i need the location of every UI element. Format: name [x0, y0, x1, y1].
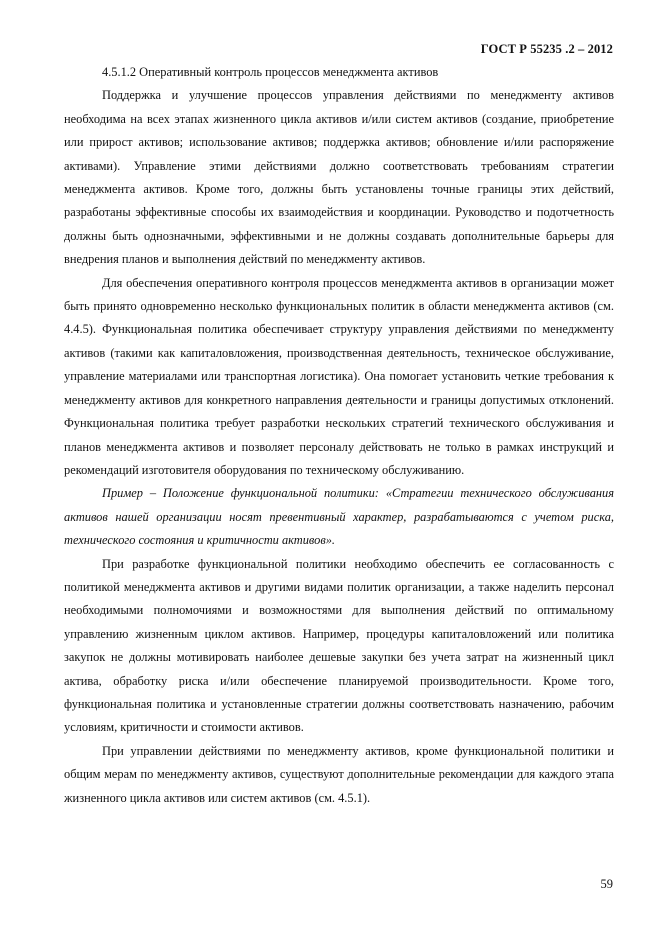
paragraph-4: При управлении действиями по менеджменту активов, кроме функциональной политики и общим мерам по менеджменту активов, существуют дополнительные рекомендации для каждого этапа жизненного цикла активов или систем активов (см. 4.5.1).: [64, 743, 614, 805]
paragraph-2: Для обеспечения оперативного контроля процессов менеджмента активов в организации может быть принято одновременно несколько функциональных политик в области менеджмента активов (см. 4.4.5). Функциональная политика обеспечивает структуру управления действиями по менеджменту активов (такими как капиталовложения, производственная деятельность, техническое обслуживание, управление материалами или транспортная логистика). Она помогает установить четкие требования к менеджменту активов для конкретного направления деятельности и границы допустимых отклонений. Функциональная политика требует разработки нескольких стратегий технического обслуживания и планов менеджмента активов и позволяет персоналу действовать не только в рамках инструкций и рекомендаций изготовителя оборудования по техническому обслуживанию.: [64, 275, 614, 477]
paragraph-3: При разработке функциональной политики необходимо обеспечить ее согласованность с политикой менеджмента активов и другими видами политик организации, а также наделить персонал необходимыми полномочиями и возможностями для выполнения действий по оптимальному управлению жизненным циклом активов. Например, процедуры капиталовложений или политика закупок не должны мотивировать наиболее дешевые закупки без учета затрат на жизненный цикл актива, обработку риска и/или обеспечение планируемой производительности. Кроме того, функциональная политика и установленные стратегии должны соответствовать назначению, рабочим условиям, критичности и стоимости активов.: [64, 556, 614, 735]
page-number: 59: [600, 877, 613, 891]
example-note: Пример – Положение функциональной политики: «Стратегии технического обслуживания активов нашей организации носят превентивный характер, разрабатываются с учетом риска, технического состояния и критичности активов».: [64, 486, 614, 548]
paragraph-1: Поддержка и улучшение процессов управления действиями по менеджменту активов необходима на всех этапах жизненного цикла активов и/или систем активов (создание, приобретение или прирост активов; использование активов; поддержка активов; обновление и/или распоряжение активами). Управление этими действиями должно соответствовать требованиям стратегии менеджмента активов. Кроме того, должны быть установлены точные границы этих действий, разработаны эффективные способы их взаимодействия и координации. Руководство и подотчетность должны быть однозначными, эффективными и не должны создавать дополнительные барьеры для внедрения планов и выполнения действий по менеджменту активов.: [64, 88, 614, 267]
document-body: [64, 61, 614, 810]
section-title: 4.5.1.2 Оперативный контроль процессов менеджмента активов: [102, 65, 439, 79]
document-header: ГОСТ Р 55235 .2 – 2012: [480, 42, 613, 56]
